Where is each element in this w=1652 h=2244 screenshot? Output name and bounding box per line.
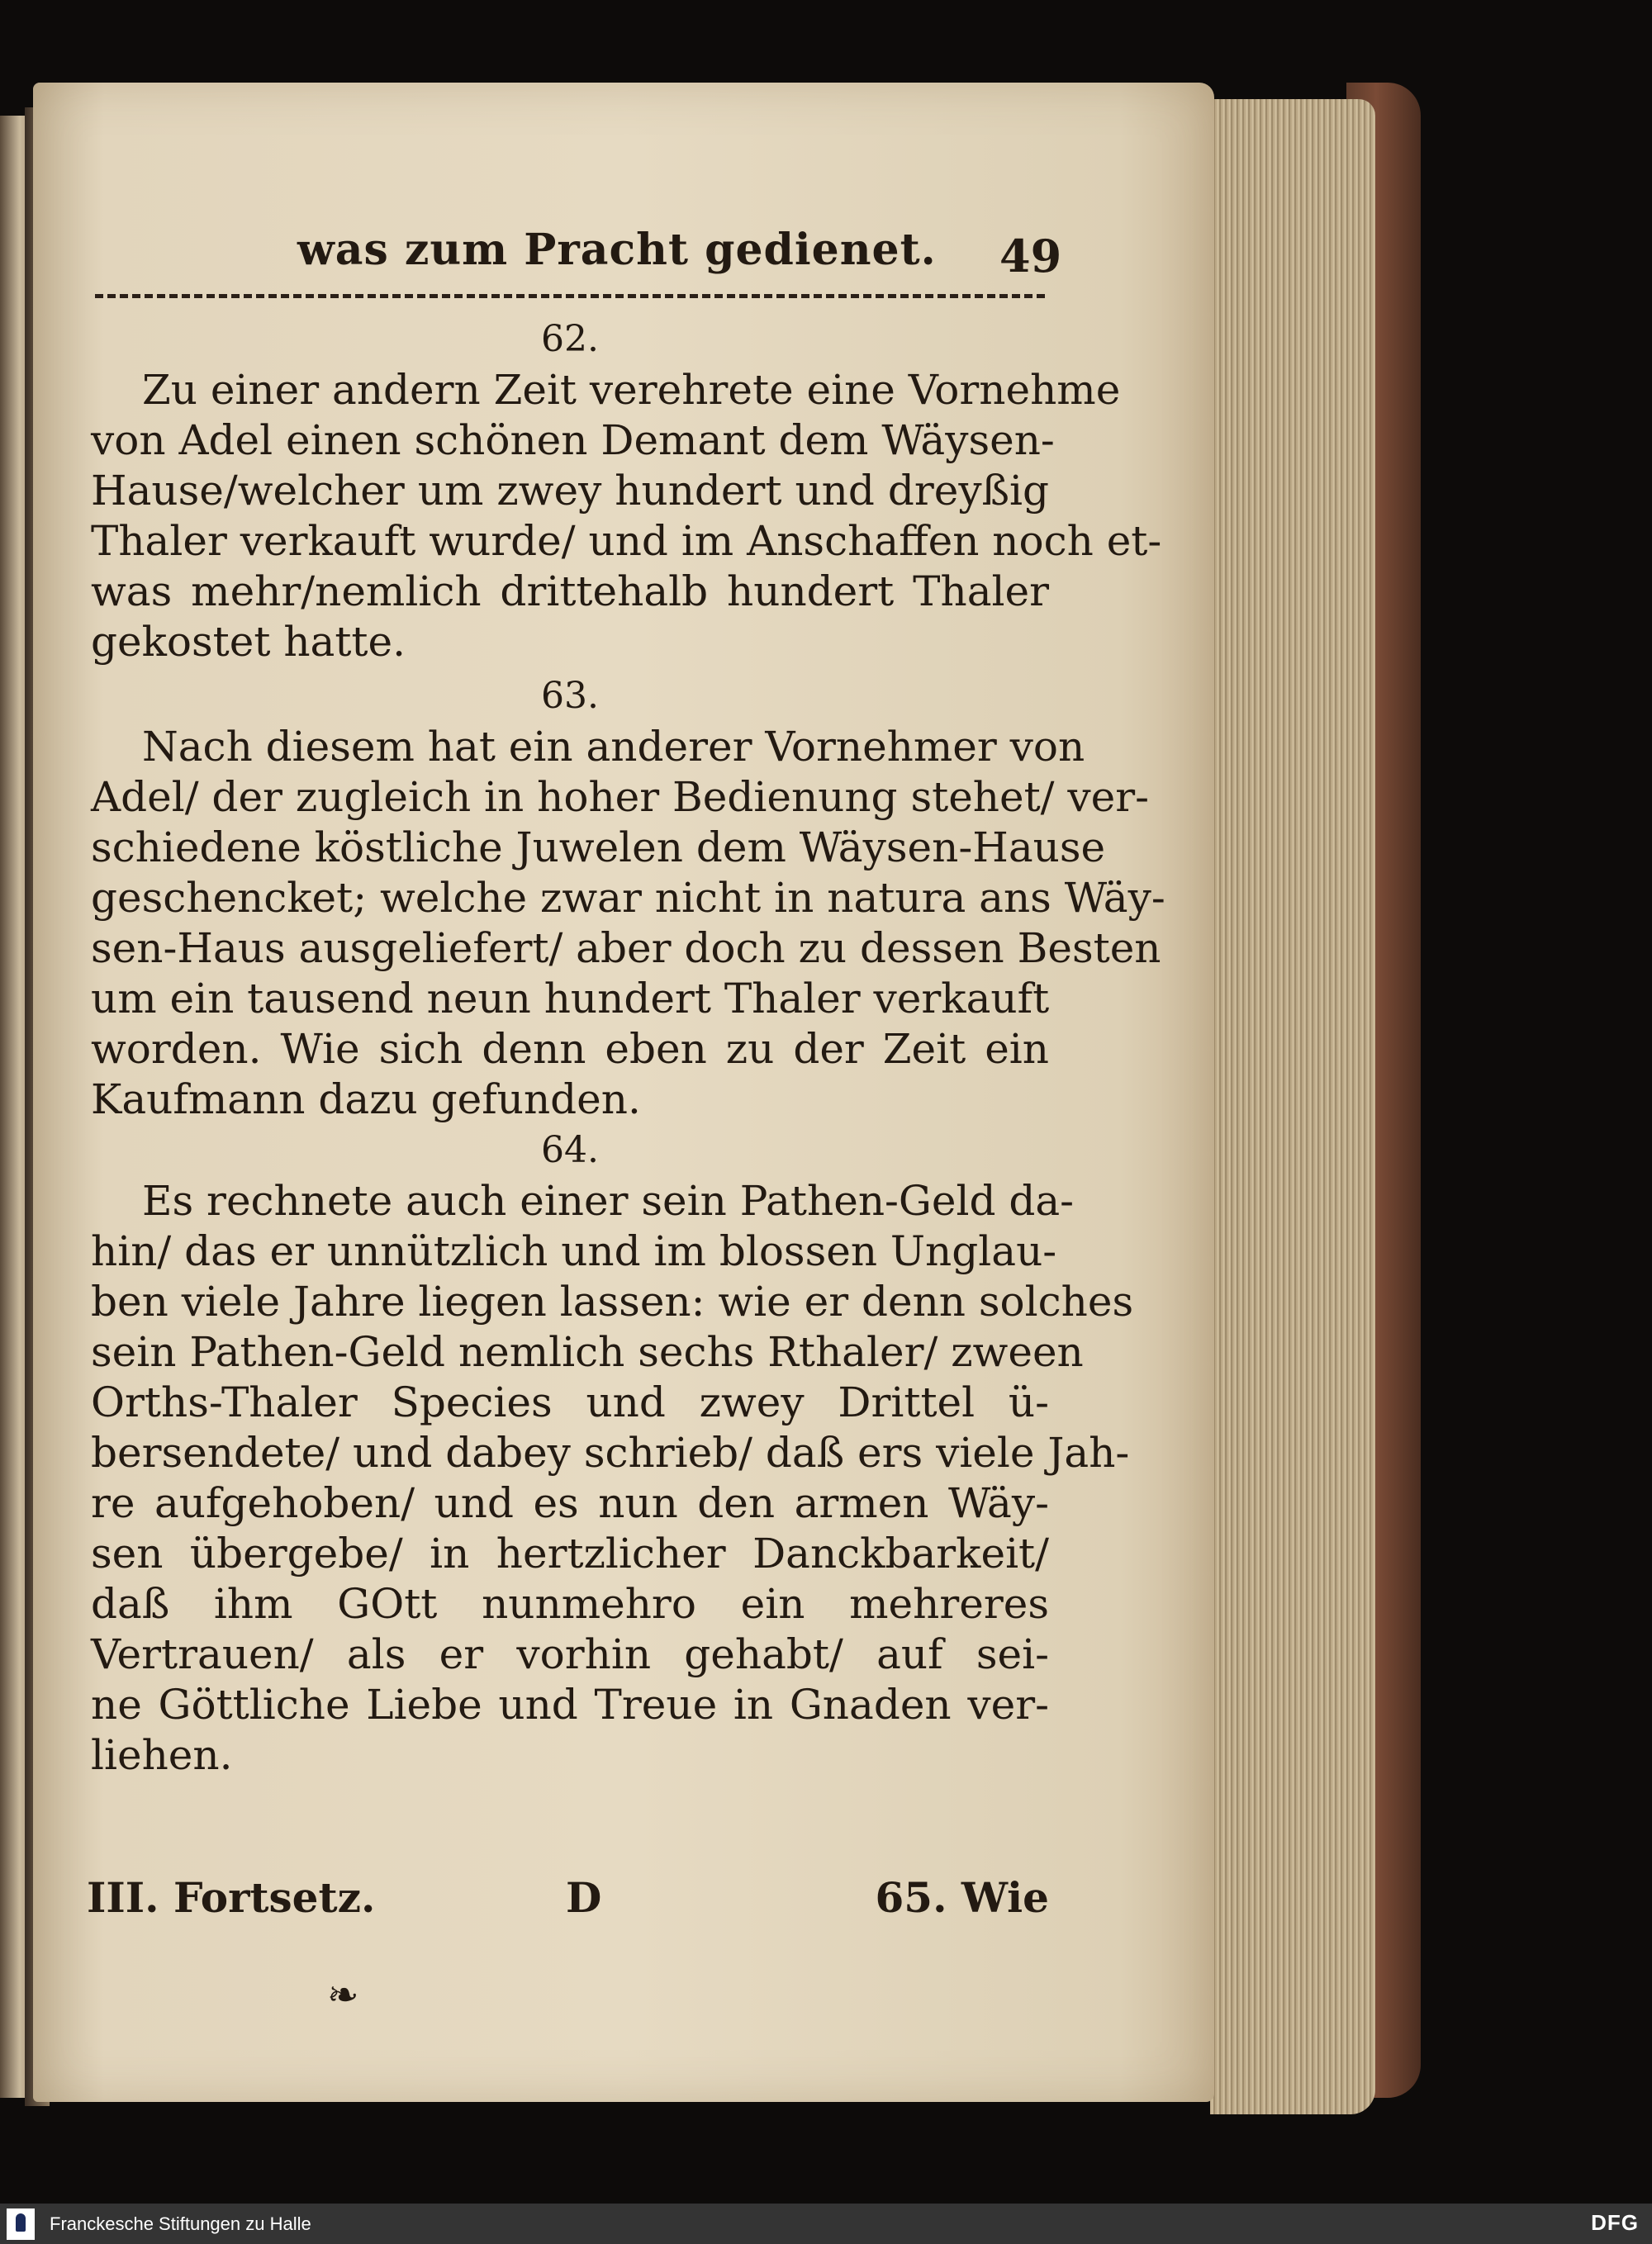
text-line: re aufgehoben/ und es nun den armen Wäy- (91, 1479, 1049, 1527)
dfg-logo: DFG (1591, 2210, 1639, 2235)
institution-name: Franckesche Stiftungen zu Halle (50, 2213, 311, 2234)
text-line: sen-Haus ausgeliefert/ aber doch zu dessen Besten (91, 924, 1161, 972)
text-line: hin/ das er unnützlich und im blossen Unglau- (91, 1227, 1057, 1275)
section-number: 62. (541, 318, 599, 360)
page-footer (87, 1873, 1049, 1931)
page-header (297, 225, 1062, 291)
viewer-footer-bar (0, 2204, 1652, 2244)
text-line: Kaufmann dazu gefunden. (91, 1075, 641, 1123)
page-body (91, 314, 1165, 1781)
text-line: Thaler verkauft wurde/ und im Anschaffen noch et- (91, 517, 1162, 565)
header-rule (95, 294, 1045, 303)
text-line: um ein tausend neun hundert Thaler verkauft (91, 975, 1050, 1022)
text-line: Nach diesem hat ein anderer Vornehmer von (142, 723, 1085, 771)
text-line: worden. Wie sich denn eben zu der Zeit ein (91, 1025, 1049, 1073)
page-number: 49 (999, 230, 1062, 282)
running-head: was zum Pracht gedienet. (297, 225, 937, 275)
signature-mark: III. Fortsetz. (87, 1873, 376, 1922)
section-number: 63. (541, 675, 599, 717)
text-line: sein Pathen-Geld nemlich sechs Rthaler/ zween (91, 1328, 1084, 1376)
text-line: schiedene köstliche Juwelen dem Wäysen-Hause (91, 823, 1106, 871)
text-line: liehen. (91, 1731, 233, 1779)
page-block-edges (1210, 99, 1375, 2114)
institution-logo-icon (7, 2208, 35, 2240)
catchword: 65. Wie (875, 1873, 1049, 1922)
text-line: Hause/welcher um zwey hundert und dreyßig (91, 467, 1049, 515)
text-line: Orths-Thaler Species und zwey Drittel ü- (91, 1378, 1049, 1426)
text-line: bersendete/ und dabey schrieb/ daß ers viele Jah- (91, 1429, 1130, 1477)
text-line: Vertrauen/ als er vorhin gehabt/ auf sei- (91, 1630, 1049, 1678)
text-line: Es rechnete auch einer sein Pathen-Geld da- (142, 1177, 1075, 1225)
text-line: sen übergebe/ in hertzlicher Danckbarkeit/ (91, 1530, 1049, 1577)
text-line: Zu einer andern Zeit verehrete eine Vornehme (142, 366, 1121, 414)
text-line: was mehr/nemlich drittehalb hundert Thaler (91, 567, 1049, 615)
text-line: ben viele Jahre liegen lassen: wie er denn solches (91, 1278, 1134, 1326)
text-line: von Adel einen schönen Demant dem Wäysen- (91, 416, 1055, 464)
text-line: Adel/ der zugleich in hoher Bedienung stehet/ ver- (91, 773, 1150, 821)
text-line: gekostet hatte. (91, 618, 406, 666)
section-number: 64. (541, 1129, 599, 1171)
signature-letter: D (566, 1873, 602, 1922)
text-line: ne Göttliche Liebe und Treue in Gnaden ver- (91, 1681, 1049, 1729)
text-line: daß ihm GOtt nunmehro ein mehreres (91, 1580, 1049, 1628)
ornament-icon: ❧ (327, 1972, 359, 2017)
text-line: geschencket; welche zwar nicht in natura ans Wäy- (91, 874, 1165, 922)
